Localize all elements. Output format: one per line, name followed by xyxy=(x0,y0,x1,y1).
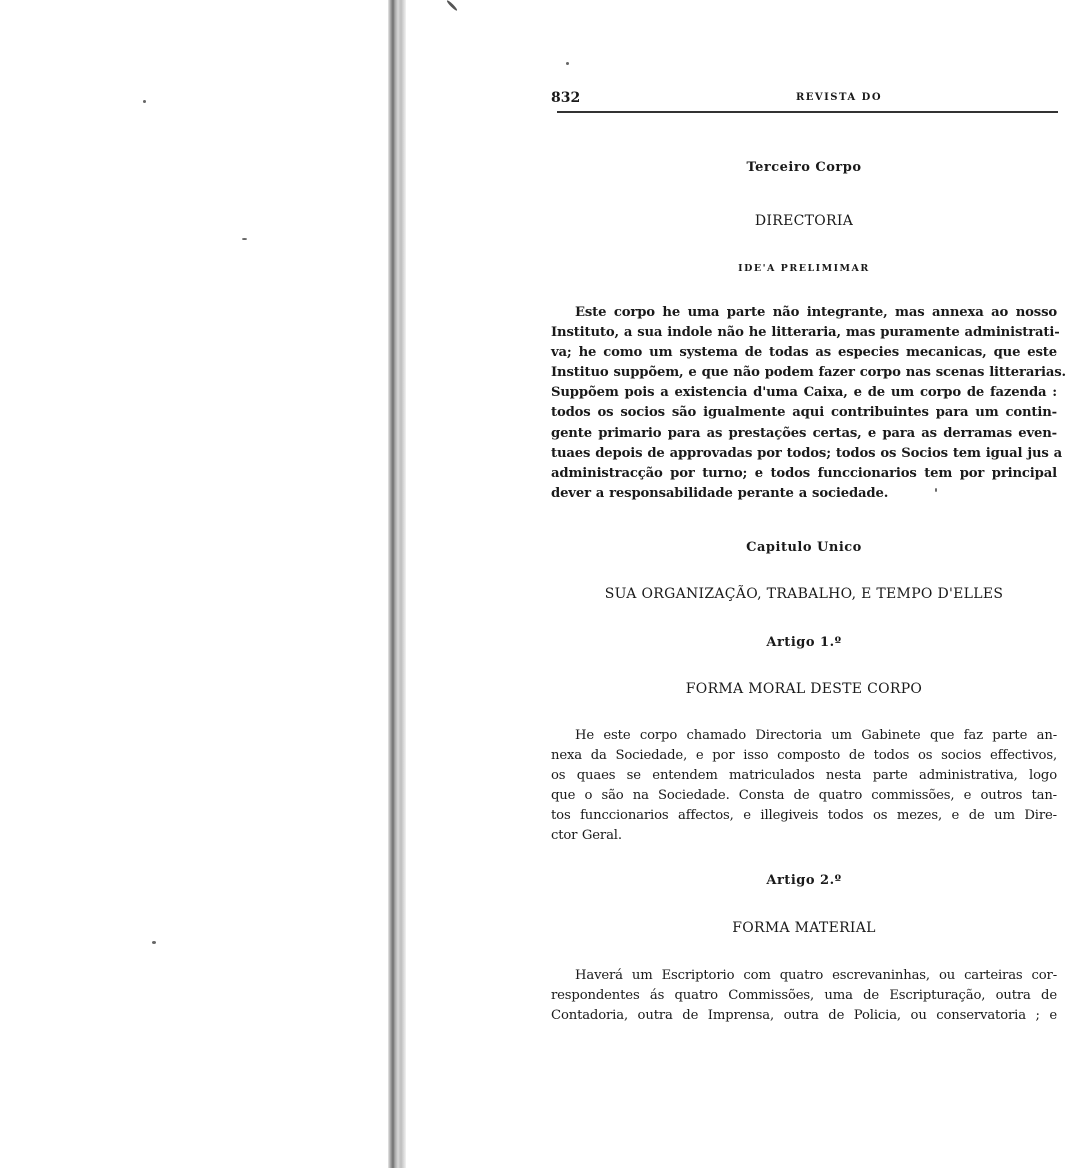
text-line: ctor Geral. xyxy=(551,828,622,844)
text-line: va; he como um systema de todas as especies mecanicas, que este xyxy=(551,345,1057,361)
text-line: Instituo suppõem, e que não podem fazer corpo nas scenas litterarias. xyxy=(551,365,1067,381)
text-line: dever a responsabilidade perante a sociedade. xyxy=(551,485,889,501)
chapter-subtitle: SUA ORGANIZAÇÃO, TRABALHO, E TEMPO D'ELLES xyxy=(604,586,1004,602)
page-number: 832 xyxy=(551,90,581,106)
section-caption: IDE'A PRELIMIMAR xyxy=(738,263,870,274)
scan-speck xyxy=(446,0,458,12)
article-1-paragraph xyxy=(551,726,1057,847)
scan-speck xyxy=(242,238,247,240)
page-header xyxy=(551,90,1057,110)
text-line: Instituto, a sua indole não he litteraria, mas puramente administrati- xyxy=(551,325,1060,341)
text-line: tos funccionarios affectos, e illegiveis todos os mezes, e de um Dire- xyxy=(551,808,1057,824)
text-line: Suppõem pois a existencia d'uma Caixa, e de um corpo de fazenda : xyxy=(551,385,1057,401)
scan-speck xyxy=(566,62,569,65)
article-1-title: Artigo 1.º xyxy=(766,635,842,650)
chapter-title: Capitulo Unico xyxy=(746,540,862,555)
text-line: tuaes depois de approvadas por todos; todos os Socios tem igual jus a xyxy=(551,445,1063,461)
intro-paragraph xyxy=(551,303,1067,504)
section-subtitle: DIRECTORIA xyxy=(754,213,854,229)
scan-speck xyxy=(152,941,156,944)
article-2-subtitle: FORMA MATERIAL xyxy=(732,920,876,936)
running-title: REVISTA DO xyxy=(795,92,883,103)
text-line: He este corpo chamado Directoria um Gabinete que faz parte an- xyxy=(575,728,1057,743)
text-line: gente primario para as prestações certas, e para as derramas even- xyxy=(551,425,1057,441)
article-2-title: Artigo 2.º xyxy=(766,873,842,888)
book-binding-gutter xyxy=(388,0,406,1168)
text-line: nexa da Sociedade, e por isso composto de todos os socios effectivos, xyxy=(551,748,1057,764)
text-line: os quaes se entendem matriculados nesta parte administrativa, logo xyxy=(551,768,1057,784)
section-title: Terceiro Corpo xyxy=(746,160,862,175)
text-line: Este corpo he uma parte não integrante, mas annexa ao nosso xyxy=(575,305,1057,320)
text-line: que o são na Sociedade. Consta de quatro commissões, e outros tan- xyxy=(551,788,1057,804)
scan-speck xyxy=(143,100,146,103)
text-line: todos os socios são igualmente aqui contribuintes para um contin- xyxy=(551,405,1057,421)
text-line: administracção por turno; e todos funccionarios tem por principal xyxy=(551,465,1057,481)
header-rule xyxy=(557,111,1058,113)
text-line: Contadoria, outra de Imprensa, outra de Policia, ou conservatoria ; e xyxy=(551,1008,1057,1024)
text-line: Haverá um Escriptorio com quatro escrevaninhas, ou carteiras cor- xyxy=(575,968,1057,983)
article-1-subtitle: FORMA MORAL DESTE CORPO xyxy=(685,681,923,697)
text-line: respondentes ás quatro Commissões, uma de Escripturação, outra de xyxy=(551,988,1057,1004)
article-2-paragraph xyxy=(551,966,1057,1026)
